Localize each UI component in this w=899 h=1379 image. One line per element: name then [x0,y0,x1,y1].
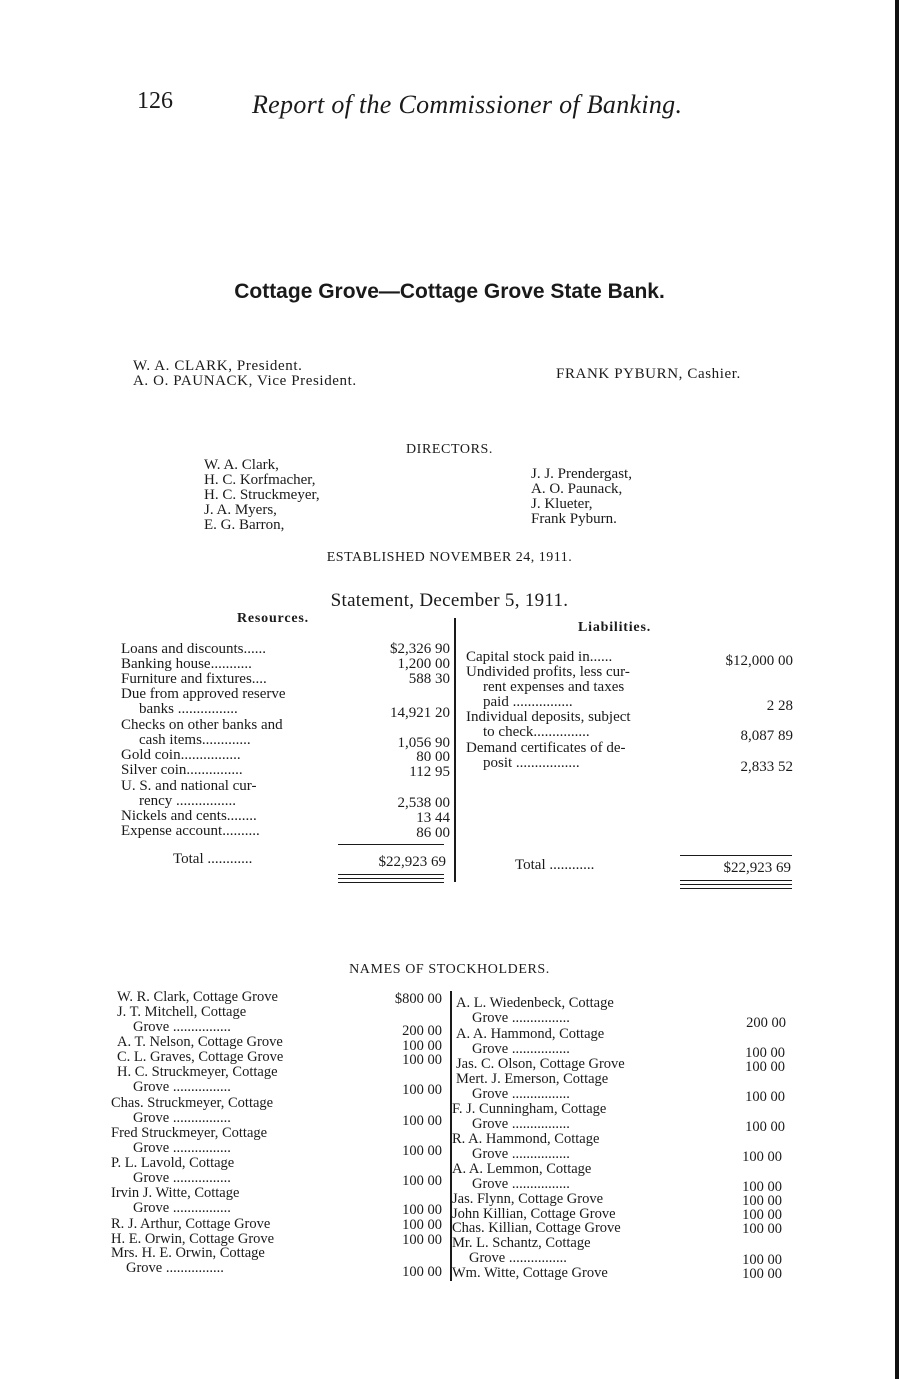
resource-amount: 80 00 [416,749,450,765]
stockholder-name: H. E. Orwin, Cottage Grove [111,1231,275,1247]
stockholder-name: Chas. Struckmeyer, Cottage [111,1095,274,1111]
resource-amount: 86 00 [416,825,450,841]
liabilities-double-rule [680,884,792,885]
liability-amount: 2 28 [766,698,793,714]
director: H. C. Korfmacher, [204,472,316,488]
resource-amount: 13 44 [416,810,450,826]
stockholder-name: Grove ................ [133,1200,231,1216]
liability-amount: 8,087 89 [740,728,793,744]
liability-amount: 2,833 52 [740,759,793,775]
liabilities-total: $22,923 69 [723,860,791,876]
resource-label: Nickels and cents........ [121,808,257,824]
stockholder-amount: 100 00 [745,1059,785,1075]
stockholder-amount: 100 00 [742,1207,782,1223]
liability-label: posit ................. [483,755,580,771]
stockholder-amount: 100 00 [402,1052,442,1068]
resource-amount: 112 95 [409,764,450,780]
bank-title: Cottage Grove—Cottage Grove State Bank. [234,280,665,303]
resource-label: rency ................ [139,793,237,809]
stockholder-amount: 100 00 [745,1119,785,1135]
stockholder-name: Grove ................ [472,1176,570,1192]
resources-double-rule [338,878,444,879]
stockholder-amount: 200 00 [402,1023,442,1039]
liability-label: Individual deposits, subject [466,709,631,725]
stockholder-name: Grove ................ [472,1146,570,1162]
cashier: FRANK PYBURN, Cashier. [556,366,741,382]
stockholder-name: Grove ................ [472,1041,570,1057]
liabilities-double-rule [680,888,792,889]
statement-divider [454,618,456,882]
resource-amount: $2,326 90 [390,641,450,657]
stockholder-name: Grove ................ [126,1260,224,1276]
resources-double-rule [338,882,444,883]
stockholder-name: Grove ................ [133,1110,231,1126]
resource-amount: 1,200 00 [397,656,450,672]
liabilities-total-label: Total ............ [515,857,595,873]
stockholder-name: Jas. C. Olson, Cottage Grove [456,1056,625,1072]
stockholder-name: Jas. Flynn, Cottage Grove [452,1191,604,1207]
resource-label: Furniture and fixtures.... [121,671,267,687]
director: A. O. Paunack, [531,481,623,497]
liability-label: Demand certificates of de- [466,740,626,756]
stockholder-name: Wm. Witte, Cottage Grove [452,1265,608,1281]
stockholder-name: C. L. Graves, Cottage Grove [117,1049,284,1065]
stockholder-name: Mrs. H. E. Orwin, Cottage [111,1245,265,1261]
liabilities-rule [680,855,792,856]
page-edge [895,0,899,1379]
stockholder-amount: 100 00 [745,1045,785,1061]
stockholder-name: J. T. Mitchell, Cottage [117,1004,247,1020]
stockholder-name: A. A. Lemmon, Cottage [452,1161,592,1177]
liability-amount: $12,000 00 [725,653,793,669]
liability-label: paid ................ [483,694,573,710]
directors-heading: DIRECTORS. [405,442,494,457]
stockholder-amount: 100 00 [402,1232,442,1248]
stockholder-name: Grove ................ [472,1086,570,1102]
liability-label: Capital stock paid in...... [466,649,613,665]
stockholder-amount: 100 00 [402,1038,442,1054]
liability-label: rent expenses and taxes [483,679,625,695]
stockholder-name: Grove ................ [133,1140,231,1156]
stockholder-amount: 100 00 [742,1266,782,1282]
liabilities-double-rule [680,880,792,881]
stockholder-amount: 100 00 [402,1113,442,1129]
stockholder-amount: 100 00 [742,1252,782,1268]
director: H. C. Struckmeyer, [204,487,320,503]
stockholder-name: Chas. Killian, Cottage Grove [452,1220,621,1236]
stockholder-amount: 100 00 [402,1173,442,1189]
resource-amount: 14,921 20 [390,705,450,721]
director: J. A. Myers, [204,502,277,518]
stockholder-name: A. T. Nelson, Cottage Grove [117,1034,283,1050]
stockholder-name: R. A. Hammond, Cottage [452,1131,600,1147]
resource-label: cash items............. [139,732,251,748]
stockholder-amount: 100 00 [742,1221,782,1237]
director: Frank Pyburn. [531,511,617,527]
resource-label: Due from approved reserve [121,686,286,702]
resources-total: $22,923 69 [378,854,446,870]
resources-rule [338,844,444,845]
resources-heading: Resources. [237,611,309,626]
president: W. A. CLARK, President. [133,358,303,374]
liability-label: Undivided profits, less cur- [466,664,630,680]
stockholder-name: W. R. Clark, Cottage Grove [117,989,278,1005]
stockholder-amount: 100 00 [742,1149,782,1165]
stockholder-amount: 200 00 [746,1015,786,1031]
resource-label: Loans and discounts...... [121,641,266,657]
stockholder-amount: 100 00 [742,1179,782,1195]
director: J. J. Prendergast, [531,466,632,482]
stockholder-amount: 100 00 [402,1264,442,1280]
directors-right [531,467,632,527]
stockholder-amount: 100 00 [745,1089,785,1105]
stockholder-name: Grove ................ [133,1170,231,1186]
director: W. A. Clark, [204,457,279,473]
stockholder-name: Grove ................ [469,1250,567,1266]
director: J. Klueter, [531,496,593,512]
stockholder-amount: $800 00 [394,991,442,1007]
liability-label: to check............... [483,724,590,740]
stockholder-amount: 100 00 [402,1082,442,1098]
director: E. G. Barron, [204,517,285,533]
stockholder-name: H. C. Struckmeyer, Cottage [117,1064,278,1080]
resource-amount: 1,056 90 [397,735,450,751]
vice-president: A. O. PAUNACK, Vice President. [133,373,357,389]
stockholder-name: Grove ................ [472,1116,570,1132]
statement-heading: Statement, December 5, 1911. [330,590,569,611]
stockholder-name: R. J. Arthur, Cottage Grove [111,1216,271,1232]
officers-left [133,359,357,389]
resource-label: U. S. and national cur- [121,778,257,794]
stockholders-heading: NAMES OF STOCKHOLDERS. [349,962,550,977]
established-date: ESTABLISHED NOVEMBER 24, 1911. [326,550,573,565]
stockholder-amount: 100 00 [402,1217,442,1233]
stockholder-name: Grove ................ [133,1019,231,1035]
stockholder-name: Irvin J. Witte, Cottage [111,1185,240,1201]
stockholder-name: John Killian, Cottage Grove [452,1206,616,1222]
stockholder-amount: 100 00 [742,1193,782,1209]
resource-label: Gold coin................ [121,747,241,763]
stockholder-name: P. L. Lavold, Cottage [111,1155,235,1171]
liabilities-heading: Liabilities. [578,620,651,635]
page-number: 126 [137,88,173,114]
stockholder-name: Mr. L. Schantz, Cottage [452,1235,591,1251]
resource-label: Expense account.......... [121,823,260,839]
stockholder-name: Fred Struckmeyer, Cottage [111,1125,268,1141]
stockholder-amount: 100 00 [402,1202,442,1218]
resource-label: banks ................ [139,701,238,717]
stockholder-name: Grove ................ [472,1010,570,1026]
stockholder-name: A. A. Hammond, Cottage [456,1026,605,1042]
stockholder-name: Grove ................ [133,1079,231,1095]
resource-label: Checks on other banks and [121,717,283,733]
stockholder-name: Mert. J. Emerson, Cottage [456,1071,609,1087]
resources-double-rule [338,874,444,875]
stockholder-name: F. J. Cunningham, Cottage [452,1101,607,1117]
running-title: Report of the Commissioner of Banking. [252,90,683,119]
resources-total-label: Total ............ [173,851,253,867]
directors-left [204,458,320,533]
resource-label: Banking house........... [121,656,252,672]
stockholder-amount: 100 00 [402,1143,442,1159]
stockholder-name: A. L. Wiedenbeck, Cottage [456,995,614,1011]
resource-amount: 2,538 00 [397,795,450,811]
resource-label: Silver coin............... [121,762,243,778]
resource-amount: 588 30 [408,671,450,687]
